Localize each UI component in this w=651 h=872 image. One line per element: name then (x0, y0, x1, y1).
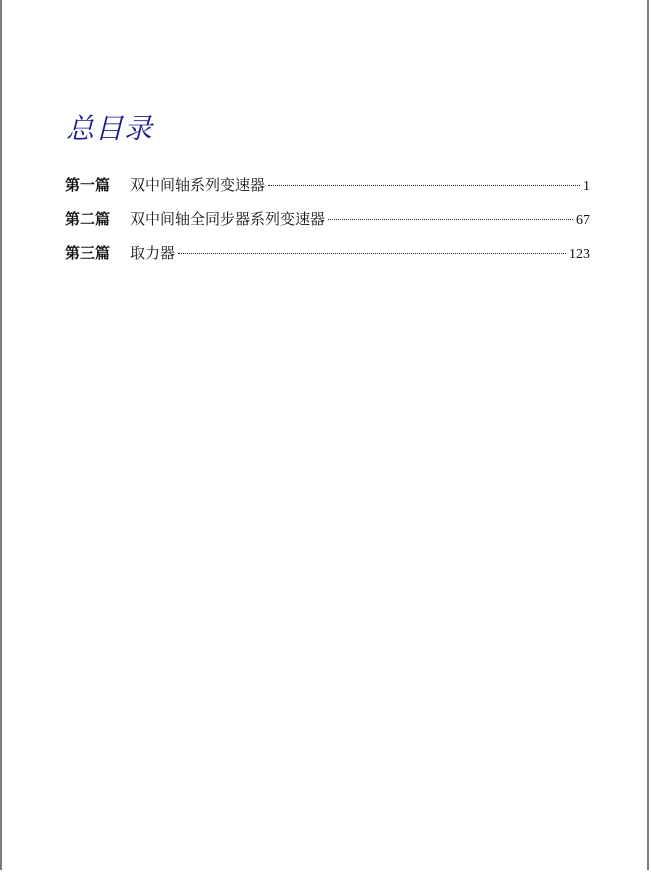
toc-page-number: 123 (569, 247, 590, 262)
dot-leader (328, 209, 573, 220)
toc-page-number: 67 (576, 213, 590, 228)
dot-leader (268, 175, 580, 186)
table-of-contents (65, 174, 590, 276)
toc-page-number: 1 (583, 179, 590, 194)
toc-entry[interactable] (65, 174, 590, 208)
dot-leader (178, 243, 566, 254)
toc-entry[interactable] (65, 242, 590, 276)
page-title: 总目录 (66, 112, 154, 145)
toc-entry-title: 双中间轴系列变速器 (130, 176, 266, 194)
toc-part-label: 第一篇 (65, 176, 111, 194)
toc-part-label: 第三篇 (65, 244, 111, 262)
toc-part-label: 第二篇 (65, 210, 111, 228)
toc-entry[interactable] (65, 208, 590, 242)
toc-entry-title: 双中间轴全同步器系列变速器 (130, 210, 326, 228)
toc-entry-title: 取力器 (130, 244, 176, 262)
